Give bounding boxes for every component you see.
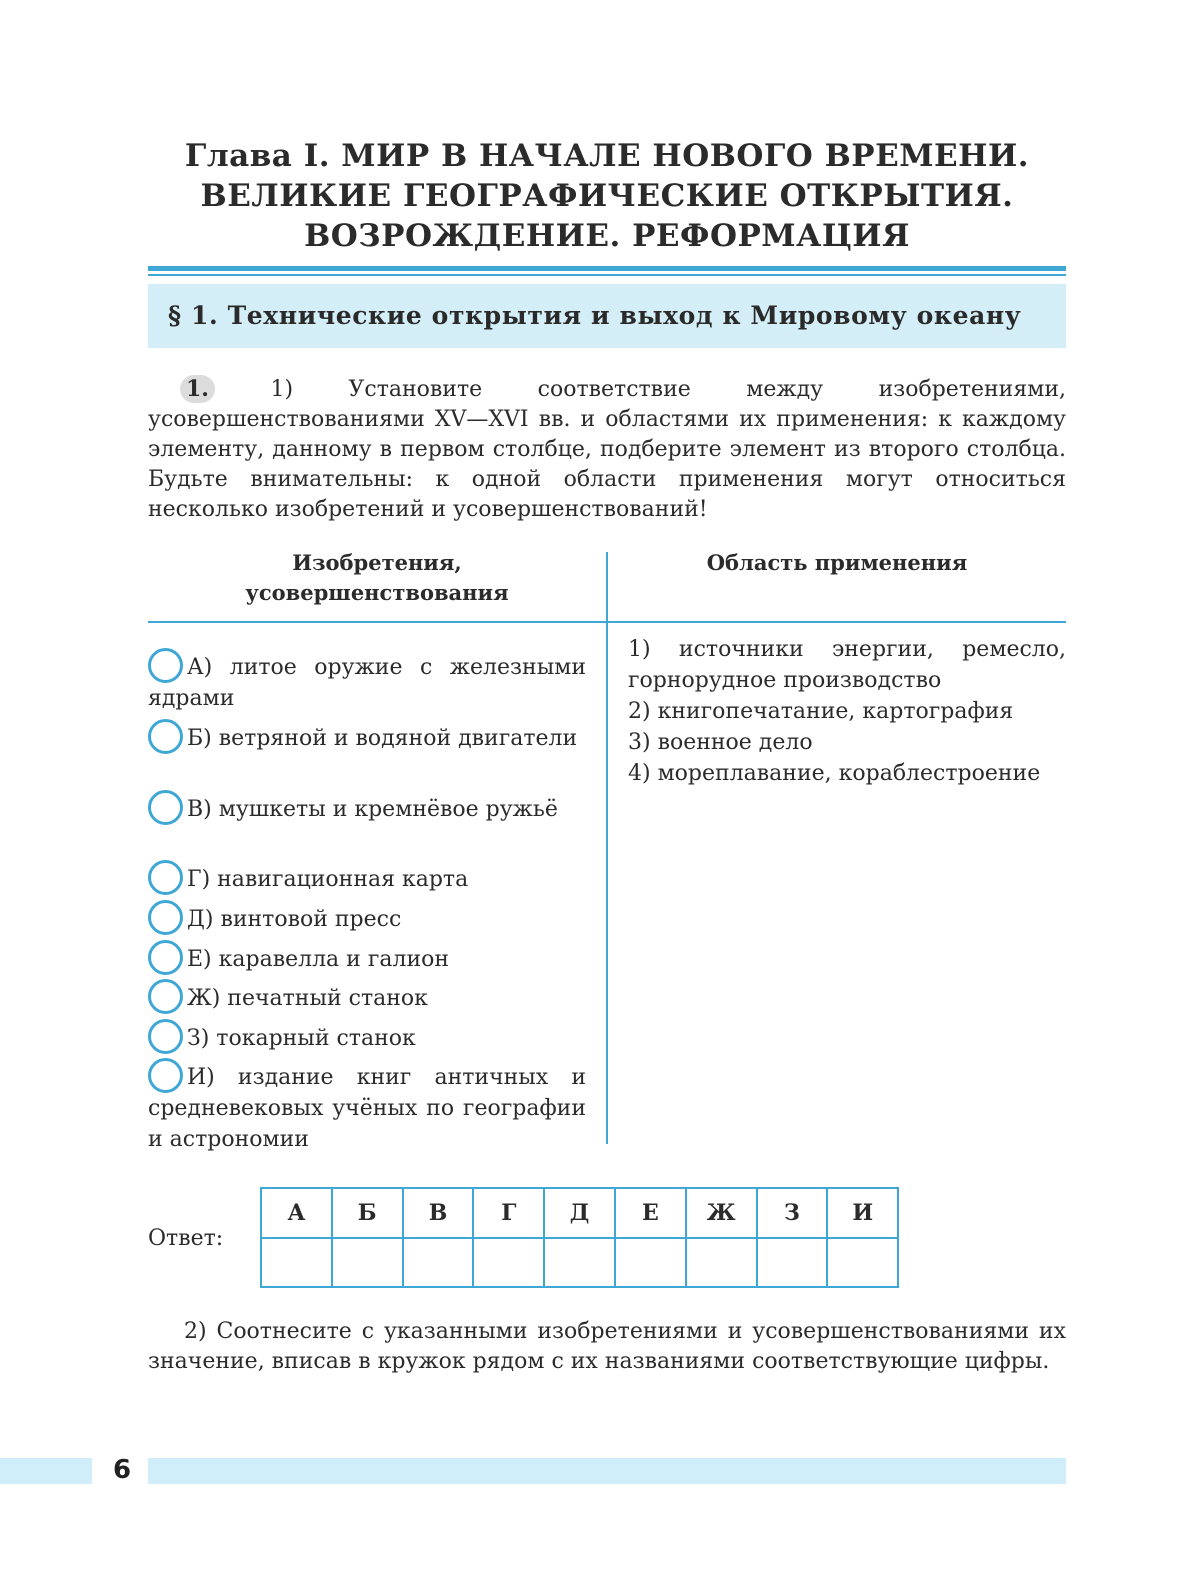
invention-text: Ж) печатный станок	[187, 986, 428, 1011]
answer-circle[interactable]	[148, 790, 183, 825]
invention-item	[148, 940, 586, 975]
chapter-title-line-2: ВЕЛИКИЕ ГЕОГРАФИЧЕСКИЕ ОТКРЫТИЯ.	[200, 178, 1014, 214]
task-2-text: 2) Соотнесите с указанными изобретениями и усовершенствованиями их значение, вписав в кружок рядом с их названиями соответствующие цифры.	[148, 1319, 1066, 1374]
table-header-divider	[148, 621, 1066, 623]
answer-letter: И	[827, 1188, 898, 1238]
invention-text: И) издание книг античных и средневековых учёных по географии и астрономии	[148, 1065, 586, 1152]
answer-cell[interactable]	[827, 1238, 898, 1287]
invention-item	[148, 719, 586, 754]
answer-circle[interactable]	[148, 900, 183, 935]
task-2-instructions	[148, 1317, 1066, 1377]
answer-letter: Б	[332, 1188, 403, 1238]
invention-text: З) токарный станок	[187, 1026, 416, 1051]
application-areas-list	[628, 634, 1066, 789]
invention-text: Б) ветряной и водяной двигатели	[187, 726, 578, 751]
answer-letter: Ж	[686, 1188, 757, 1238]
page-number: 6	[112, 1455, 132, 1485]
area-item: 1) источники энергии, ремесло, горнорудное производство	[628, 637, 1066, 693]
answer-letter: Д	[544, 1188, 615, 1238]
invention-item	[148, 790, 586, 825]
task-1-text: 1) Установите соответствие между изобретениями, усовершенствованиями XV—XVI вв. и областями их применения: к каждому элементу, данному в первом столбце, подберите элемент из второго столбца. Будьте внимательны: к одной области применения могут относиться несколько изобретений и усовершенствований!	[148, 377, 1066, 522]
area-item: 3) военное дело	[628, 730, 813, 755]
section-title: § 1. Технические открытия и выход к Мировому океану	[168, 301, 1022, 330]
area-item: 4) мореплавание, кораблестроение	[628, 761, 1041, 786]
answer-circle[interactable]	[148, 860, 183, 895]
answer-cell[interactable]	[473, 1238, 544, 1287]
invention-text: В) мушкеты и кремнёвое ружьё	[187, 797, 558, 822]
answer-letter: Г	[473, 1188, 544, 1238]
task-number-badge: 1.	[180, 375, 215, 403]
chapter-title-line-3: ВОЗРОЖДЕНИЕ. РЕФОРМАЦИЯ	[304, 218, 910, 254]
answer-cell[interactable]	[757, 1238, 828, 1287]
invention-text: Г) навигационная карта	[187, 867, 469, 892]
answer-cell[interactable]	[332, 1238, 403, 1287]
invention-text: А) литое оружие с железными ядрами	[148, 655, 586, 711]
invention-item	[148, 860, 586, 895]
answer-cell[interactable]	[403, 1238, 474, 1287]
answer-circle[interactable]	[148, 719, 183, 754]
section-header	[148, 284, 1066, 348]
invention-item	[148, 900, 586, 935]
answer-circle[interactable]	[148, 940, 183, 975]
task-1-instructions	[148, 375, 1066, 525]
answer-letter: Е	[615, 1188, 686, 1238]
answer-letter: З	[757, 1188, 828, 1238]
footer-bar-right	[148, 1458, 1066, 1484]
answer-letter: А	[261, 1188, 332, 1238]
answer-cell[interactable]	[686, 1238, 757, 1287]
answer-cell[interactable]	[615, 1238, 686, 1287]
column-header-areas: Область применения	[706, 550, 968, 575]
invention-text: Е) каравелла и галион	[187, 947, 450, 972]
answer-letter: В	[403, 1188, 474, 1238]
column-header-inventions-line-1: Изобретения,	[292, 550, 462, 575]
area-item: 2) книгопечатание, картография	[628, 699, 1014, 724]
title-divider-thick	[148, 266, 1066, 271]
answer-circle[interactable]	[148, 1019, 183, 1054]
chapter-title	[148, 136, 1066, 256]
answer-circle[interactable]	[148, 648, 183, 683]
answer-grid-letters-row	[261, 1188, 898, 1238]
answer-cell[interactable]	[544, 1238, 615, 1287]
column-header-inventions-line-2: усовершенствования	[245, 580, 509, 605]
answer-grid-input-row	[261, 1238, 898, 1287]
table-column-divider	[606, 552, 608, 1144]
column-header-inventions	[148, 548, 606, 608]
footer-bar-left	[0, 1458, 92, 1484]
chapter-title-line-1: Глава I. МИР В НАЧАЛЕ НОВОГО ВРЕМЕНИ.	[184, 138, 1030, 174]
answer-grid	[260, 1187, 899, 1288]
invention-item	[148, 979, 586, 1014]
title-divider-thin	[148, 274, 1066, 276]
answer-cell[interactable]	[261, 1238, 332, 1287]
invention-item	[148, 1058, 586, 1155]
invention-item	[148, 648, 586, 714]
invention-item	[148, 1019, 586, 1054]
invention-text: Д) винтовой пресс	[187, 907, 402, 932]
answer-circle[interactable]	[148, 1058, 183, 1093]
answer-circle[interactable]	[148, 979, 183, 1014]
answer-label: Ответ:	[148, 1226, 224, 1251]
